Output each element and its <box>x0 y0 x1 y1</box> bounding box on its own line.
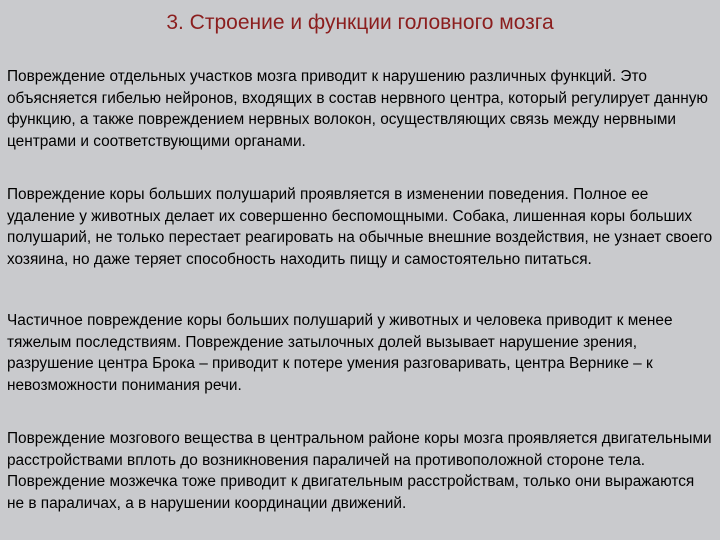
slide-title: 3. Строение и функции головного мозга <box>166 11 554 34</box>
paragraph-cortex-damage: Повреждение коры больших полушарий проявляется в изменении поведения. Полное ее удаление у животных делает их совершенно беспомощными. Собака, лишенная коры больших полушарий, не только перестает реагировать на обычные внешние воздействия, не узнает своего хозяина, но даже теряет способность находить пищу и самостоятельно питаться. <box>7 186 713 268</box>
paragraph-motor-disorders: Повреждение мозгового вещества в центральном районе коры мозга проявляется двигательными расстройствами вплоть до возникновения параличей на противоположной стороне тела. Повреждение мозжечка тоже приводит к двигательным расстройствам, только они выражаются не в параличах, а в нарушении координации движений. <box>7 430 712 512</box>
paragraph-damage-brain-areas: Повреждение отдельных участков мозга приводит к нарушению различных функций. Это объясняется гибелью нейронов, входящих в состав нервного центра, который регулирует данную функцию, а также повреждением нервных волокон, осуществляющих связь между нервными центрами и соответствующими органами. <box>7 68 708 150</box>
paragraph-partial-damage: Частичное повреждение коры больших полушарий у животных и человека приводит к менее тяжелым последствиям. Повреждение затылочных долей вызывает нарушение зрения, разрушение центра Брока – приводит к потере умения разговаривать, центра Вернике – к невозможности понимания речи. <box>7 312 673 394</box>
